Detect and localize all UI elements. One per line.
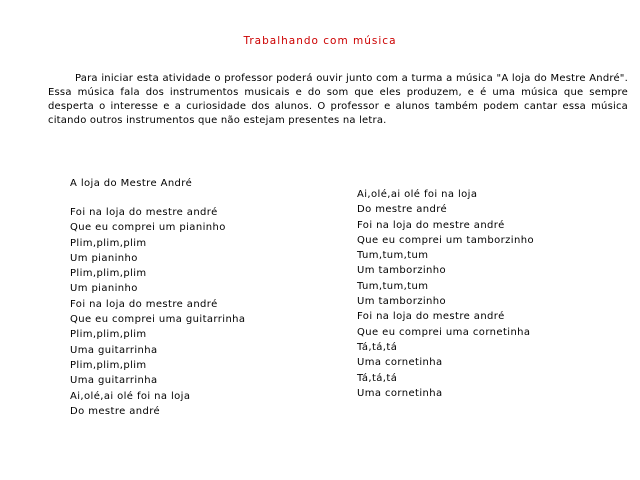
lyric-line: Do mestre andré	[357, 204, 448, 216]
intro-paragraph	[48, 72, 628, 128]
lyric-line: Ai,olé,ai olé foi na loja	[70, 390, 191, 402]
lyric-line: Que eu comprei uma guitarrinha	[70, 314, 246, 326]
lyric-line: Tá,tá,tá	[357, 341, 398, 353]
song-title: A loja do Mestre André	[70, 178, 193, 189]
lyric-line: Que eu comprei um pianinho	[70, 222, 226, 234]
lyric-line: Foi na loja do mestre andré	[357, 311, 505, 323]
lyric-line: Um pianinho	[70, 252, 138, 264]
lyric-line: Que eu comprei um tamborzinho	[357, 234, 534, 246]
lyric-line: Um tamborzinho	[357, 265, 447, 277]
lyric-line: Tum,tum,tum	[357, 250, 429, 262]
lyric-line: Foi na loja do mestre andré	[70, 298, 218, 310]
lyric-line: Que eu comprei uma cornetinha	[357, 326, 531, 338]
lyric-line: Foi na loja do mestre andré	[357, 219, 505, 231]
lyric-line: Tum,tum,tum	[357, 280, 429, 292]
lyric-line: Ai,olé,ai olé foi na loja	[357, 189, 478, 200]
lyric-line: Foi na loja do mestre andré	[70, 207, 218, 218]
page-title: Trabalhando com música	[243, 35, 397, 47]
lyric-line: Uma guitarrinha	[70, 375, 158, 387]
lyric-line: Um pianinho	[70, 283, 138, 295]
lyric-line: Plim,plim,plim	[70, 237, 147, 249]
lyric-line: Um tamborzinho	[357, 296, 447, 308]
lyrics-left-column	[70, 176, 245, 419]
lyric-line: Uma cornetinha	[357, 357, 443, 369]
lyric-line: Tá,tá,tá	[357, 372, 398, 384]
lyric-line: Uma cornetinha	[357, 387, 443, 399]
lyric-line: Plim,plim,plim	[70, 268, 147, 280]
lyrics-right-column	[357, 187, 534, 401]
intro-text: Para iniciar esta atividade o professor poderá ouvir junto com a turma a música "A loja do Mestre André". Essa música fala dos instrumentos musicais e do som que eles produzem, e é uma música que sempre desperta o interesse e a curiosidade dos alunos. O professor e alunos também podem cantar essa música citando outros instrumentos que não estejam presentes na letra.	[48, 73, 628, 126]
lyric-line: Do mestre andré	[70, 405, 161, 417]
lyric-line: Plim,plim,plim	[70, 359, 147, 371]
lyric-line: Uma guitarrinha	[70, 344, 158, 356]
lyric-line: Plim,plim,plim	[70, 329, 147, 341]
